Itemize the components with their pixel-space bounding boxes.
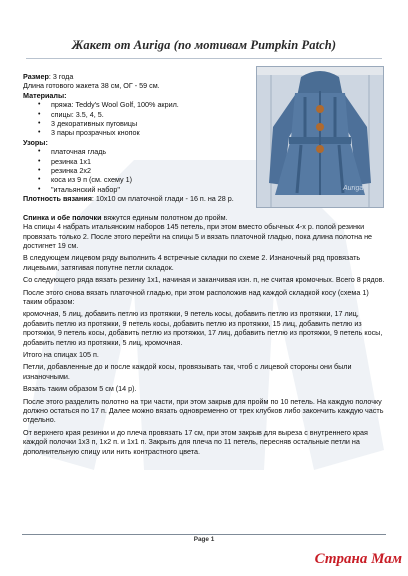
body-paragraph: кромочная, 5 лиц, добавить петлю из протяжки, 9 петель косы, добавить петлю из протяжки, 17 лиц, добавить петлю из протяжки, 9 петель косы, добавить петлю из протяжки, 15 лиц, добавить петлю из протяжки, 9 петель косы, добавить петлю из протяжки, 17 лиц, добавить петлю из протяжки, 9 петель косы, добавить петлю из протяжки, 5 лиц, кромочная.	[23, 309, 383, 347]
body-lead: Спинка и обе полочки	[23, 212, 102, 222]
density-value: : 10x10 см платочной глади - 16 п. на 28 р.	[91, 194, 234, 204]
patterns-heading: Узоры:	[23, 137, 48, 147]
body-lead-rest: вяжутся единым полотном до пройм.	[101, 212, 228, 222]
site-logo[interactable]: Страна Мам	[314, 551, 402, 567]
body-paragraph: После этого снова вязать платочной гладью, при этом расположив над каждой складкой косу (схема 1) таким образом:	[23, 287, 369, 306]
size-line	[23, 72, 385, 81]
list-item: • 3 пары прозрачных кнопок	[51, 128, 385, 137]
footer-divider	[22, 534, 386, 535]
patterns-list	[23, 147, 385, 194]
body-paragraph: От верхнего края резинки и до плеча провязать 17 см, при этом закрыв для выреза с внутреннего края каждой полочки 1x3 п, 1x2 п. и 1x1 п. Закрыть для плеча по 11 петель, пересняв остальные петли на дополнительную спицу или нить контрастного цвета.	[23, 427, 368, 456]
document-content	[23, 72, 385, 456]
body-paragraph: Вязать таким образом 5 см (14 р).	[23, 384, 137, 394]
page-title: Жакет от Auriga (по мотивам Pumpkin Patch)	[71, 38, 337, 52]
body-paragraph: Со следующего ряда вязать резинку 1x1, начиная и заканчивая изн. п, не считая кромочных. Всего 8 рядов.	[23, 275, 385, 285]
body-paragraph: На спицы 4 набрать итальянским наборов 145 петель, при этом вместо обычных 4-х р. полой резинки провязать только 2. После этого перейти на спицы 5 и вязать платочной гладью, пока длина полотна не достигнет 19 см.	[23, 222, 373, 250]
list-item: • "итальянский набор"	[51, 185, 385, 194]
list-item: • резинка 1x1	[51, 157, 385, 166]
list-item: • резинка 2x2	[51, 166, 385, 175]
list-item: • пряжа: Teddy's Wool Golf, 100% акрил.	[51, 100, 385, 109]
list-item: • платочная гладь	[51, 147, 385, 156]
body-paragraph: Петли, добавленные до и после каждой косы, провязывать так, чтоб с лицевой стороны они были изнаночными.	[23, 362, 352, 381]
density-line	[23, 194, 385, 203]
body-paragraph: В следующем лицевом ряду выполнить 4 встречные складки по схеме 2. Изнаночный ряд провязать лицевыми, затягивая попутне петли складок.	[23, 253, 361, 272]
list-item: • спицы: 3.5, 4, 5.	[51, 110, 385, 119]
title-divider	[26, 58, 382, 59]
list-item: • коса из 9 п (см. схему 1)	[51, 175, 385, 184]
page-number: Page 1	[193, 536, 215, 543]
density-label: Плотность вязания	[23, 194, 92, 204]
body-intro	[23, 213, 385, 222]
garment-measurements: Длина готового жакета 38 см, ОГ - 59 см.	[23, 81, 160, 91]
materials-heading: Материалы:	[23, 90, 67, 100]
materials-list	[23, 100, 385, 138]
photo-watermark-label: Auriga	[343, 185, 364, 192]
list-item: • 3 декоративных пуговицы	[51, 119, 385, 128]
size-label: Размер	[23, 72, 49, 81]
body-paragraph: Итого на спицах 105 п.	[23, 349, 99, 359]
size-value: : 3 года	[48, 72, 74, 81]
body-paragraph: После этого разделить полотно на три части, при этом закрыв для пройм по 10 петель. На каждую полочку должно остаться по 17 п. Далее можно вязать одновременно от трех клубков либо закончить каждую часть отдельно.	[23, 396, 384, 425]
